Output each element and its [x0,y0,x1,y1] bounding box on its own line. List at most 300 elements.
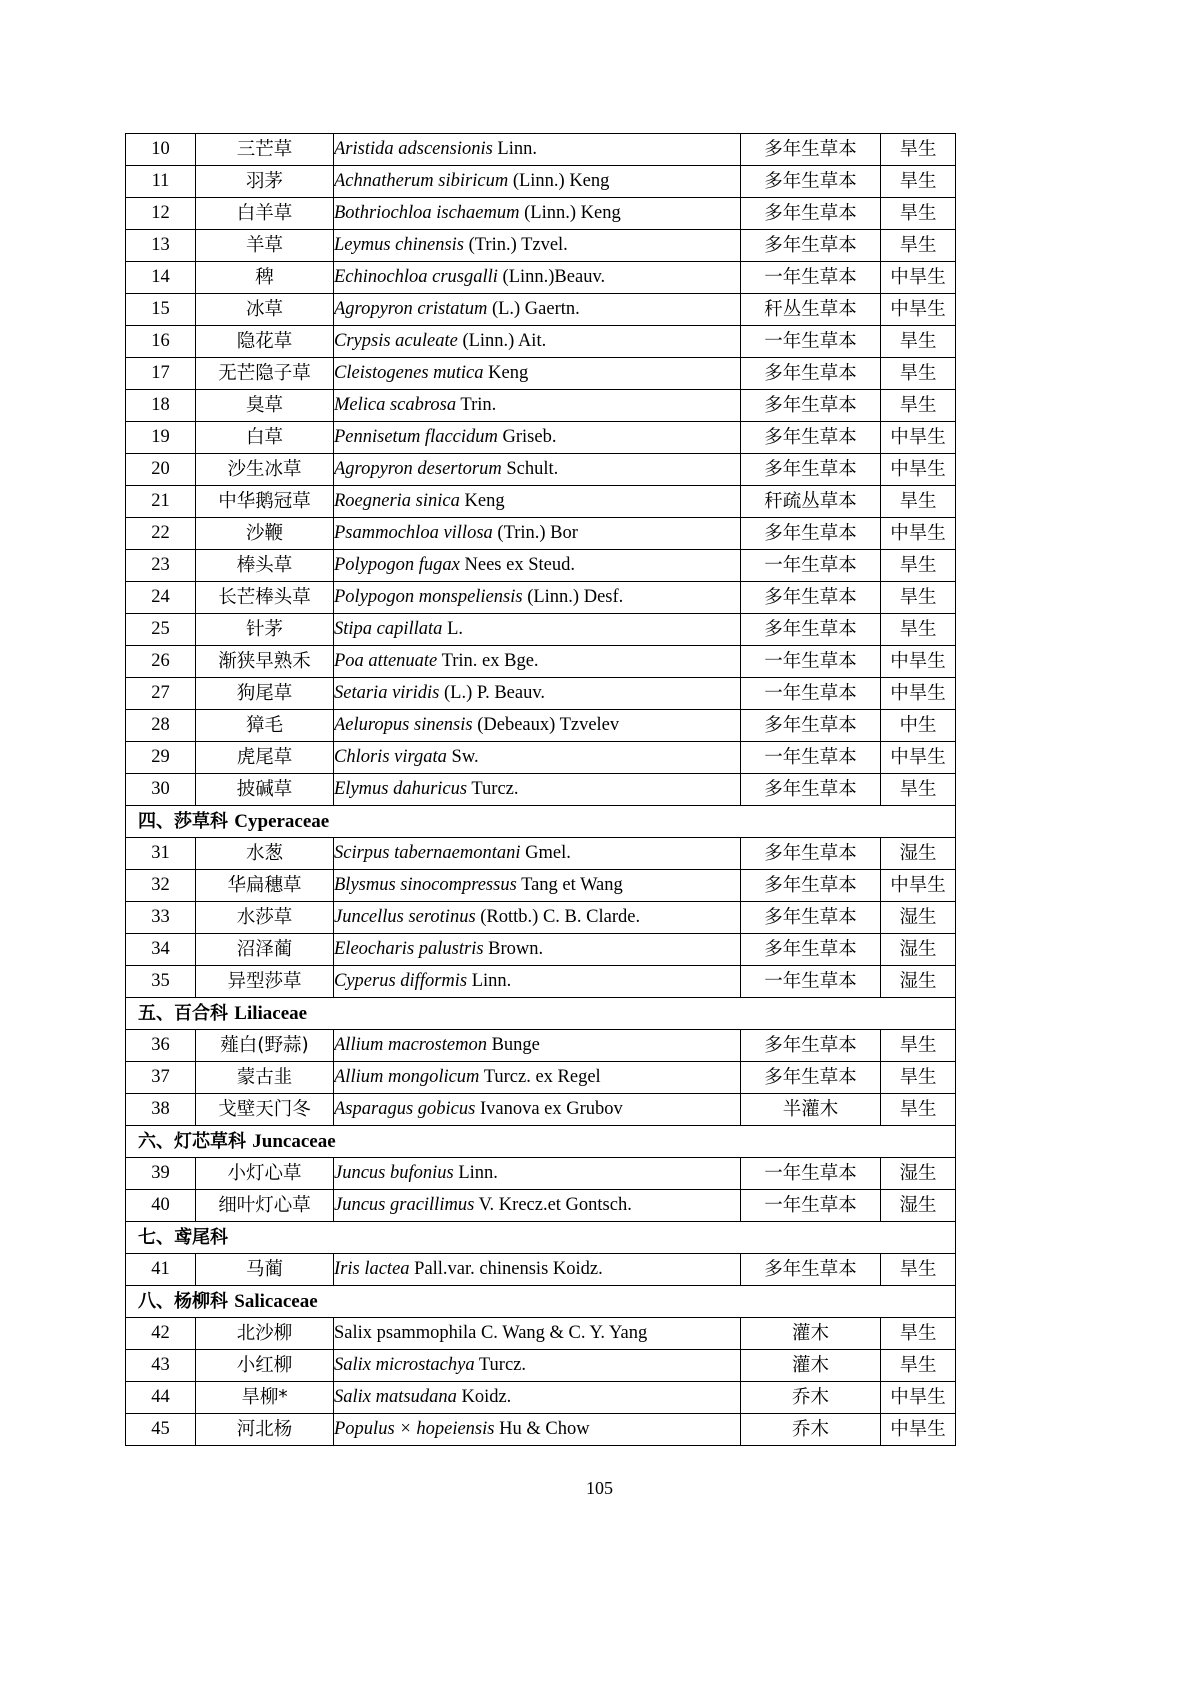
life-form: 一年生草本 [741,1158,881,1190]
table-row [126,1382,956,1414]
scientific-name-italic: Salix microstachya [334,1354,475,1375]
table-row [126,710,956,742]
life-form: 一年生草本 [741,550,881,582]
species-chinese-name: 华扁穗草 [196,870,334,902]
life-form: 一年生草本 [741,1190,881,1222]
species-chinese-name: 白羊草 [196,198,334,230]
scientific-name-italic: Elymus dahuricus [334,778,468,799]
scientific-name-italic: Blysmus sinocompressus [334,874,517,895]
scientific-name-author: Sw. [451,746,479,767]
species-scientific-name [334,230,741,262]
species-table-container [125,133,955,1446]
life-form: 多年生草本 [741,1254,881,1286]
row-number: 26 [126,646,196,678]
life-form: 一年生草本 [741,646,881,678]
scientific-name-author: (Trin.) Tzvel. [468,234,568,255]
species-chinese-name: 水葱 [196,838,334,870]
species-scientific-name [334,198,741,230]
scientific-name-italic: Aristida adscensionis [334,138,493,159]
life-form: 多年生草本 [741,838,881,870]
water-ecotype: 湿生 [881,1158,956,1190]
water-ecotype: 旱生 [881,166,956,198]
row-number: 31 [126,838,196,870]
scientific-name-author: Ivanova ex Grubov [479,1098,623,1119]
scientific-name-author: Bunge [491,1034,540,1055]
scientific-name-author: V. Krecz.et Gontsch. [478,1194,632,1215]
species-chinese-name: 马蔺 [196,1254,334,1286]
table-row [126,678,956,710]
species-table-body [126,134,956,1446]
water-ecotype: 旱生 [881,1030,956,1062]
scientific-name-italic: Allium mongolicum [334,1066,480,1087]
species-chinese-name: 白草 [196,422,334,454]
water-ecotype: 湿生 [881,966,956,998]
table-row [126,966,956,998]
water-ecotype: 中旱生 [881,1382,956,1414]
life-form: 多年生草本 [741,710,881,742]
scientific-name-author: Gmel. [525,842,571,863]
family-name-chinese: 八、杨柳科 [138,1290,228,1312]
page-number: 105 [586,1478,613,1498]
water-ecotype: 中旱生 [881,262,956,294]
row-number: 11 [126,166,196,198]
species-chinese-name: 三芒草 [196,134,334,166]
table-row [126,166,956,198]
scientific-name-italic: Bothriochloa ischaemum [334,202,520,223]
water-ecotype: 旱生 [881,326,956,358]
row-number: 18 [126,390,196,422]
row-number: 14 [126,262,196,294]
life-form: 乔木 [741,1382,881,1414]
row-number: 36 [126,1030,196,1062]
row-number: 25 [126,614,196,646]
species-chinese-name: 臭草 [196,390,334,422]
scientific-name-italic: Chloris virgata [334,746,447,767]
species-chinese-name: 水莎草 [196,902,334,934]
species-chinese-name: 沼泽蔺 [196,934,334,966]
species-scientific-name [334,710,741,742]
table-row [126,486,956,518]
water-ecotype: 中旱生 [881,646,956,678]
species-scientific-name [334,1062,741,1094]
scientific-name-italic: Leymus chinensis [334,234,464,255]
table-row [126,262,956,294]
water-ecotype: 旱生 [881,486,956,518]
life-form: 秆疏丛草本 [741,486,881,518]
table-row [126,934,956,966]
water-ecotype: 中旱生 [881,742,956,774]
table-row [126,870,956,902]
water-ecotype: 中旱生 [881,294,956,326]
family-heading-row [126,1286,956,1318]
scientific-name-author: L. [447,618,463,639]
row-number: 33 [126,902,196,934]
row-number: 21 [126,486,196,518]
species-scientific-name [334,390,741,422]
row-number: 16 [126,326,196,358]
life-form: 多年生草本 [741,358,881,390]
water-ecotype: 旱生 [881,198,956,230]
species-scientific-name [334,518,741,550]
life-form: 多年生草本 [741,166,881,198]
life-form: 多年生草本 [741,934,881,966]
family-heading-cell [126,806,956,838]
table-row [126,390,956,422]
species-chinese-name: 獐毛 [196,710,334,742]
row-number: 35 [126,966,196,998]
species-scientific-name [334,166,741,198]
scientific-name-italic: Polypogon fugax [334,554,460,575]
row-number: 39 [126,1158,196,1190]
species-scientific-name [334,134,741,166]
scientific-name-author: (Linn.) Desf. [527,586,624,607]
scientific-name-italic: Melica scabrosa [334,394,457,415]
species-scientific-name [334,678,741,710]
species-chinese-name: 薤白(野蒜) [196,1030,334,1062]
scientific-name-italic: Juncus gracillimus [334,1194,475,1215]
species-chinese-name: 披碱草 [196,774,334,806]
water-ecotype: 旱生 [881,550,956,582]
life-form: 多年生草本 [741,422,881,454]
species-scientific-name [334,838,741,870]
table-row [126,134,956,166]
family-name-latin: Liliaceae [234,1002,308,1024]
row-number: 34 [126,934,196,966]
species-scientific-name [334,1254,741,1286]
scientific-name-author: Hu & Chow [499,1418,590,1439]
scientific-name-author: Linn. [497,138,537,159]
species-chinese-name: 长芒棒头草 [196,582,334,614]
table-row [126,1030,956,1062]
species-scientific-name [334,774,741,806]
table-row [126,550,956,582]
species-chinese-name: 虎尾草 [196,742,334,774]
scientific-name-author: Tang et Wang [521,874,623,895]
table-row [126,1414,956,1446]
scientific-name-author: Trin. [460,394,497,415]
species-scientific-name [334,1190,741,1222]
water-ecotype: 旱生 [881,1318,956,1350]
water-ecotype: 中旱生 [881,678,956,710]
row-number: 15 [126,294,196,326]
family-heading-cell [126,1222,956,1254]
species-chinese-name: 沙生冰草 [196,454,334,486]
table-row [126,1062,956,1094]
family-heading-row [126,1222,956,1254]
row-number: 12 [126,198,196,230]
family-name-latin: Cyperaceae [234,810,330,832]
water-ecotype: 旱生 [881,614,956,646]
family-name-chinese: 五、百合科 [138,1002,228,1024]
species-chinese-name: 隐花草 [196,326,334,358]
scientific-name-author: (Linn.) Keng [512,170,610,191]
row-number: 28 [126,710,196,742]
scientific-name-italic: Crypsis aculeate [334,330,458,351]
scientific-name-italic: Stipa capillata [334,618,443,639]
water-ecotype: 中旱生 [881,422,956,454]
table-row [126,646,956,678]
species-scientific-name [334,1414,741,1446]
species-scientific-name [334,646,741,678]
scientific-name-italic: Agropyron cristatum [334,298,488,319]
water-ecotype: 旱生 [881,134,956,166]
scientific-name-italic: Psammochloa villosa [334,522,493,543]
scientific-name-italic: Asparagus gobicus [334,1098,476,1119]
scientific-name-italic: Eleocharis palustris [334,938,484,959]
scientific-name-italic: Pennisetum flaccidum [334,426,498,447]
species-scientific-name [334,262,741,294]
water-ecotype: 中旱生 [881,518,956,550]
family-name-latin: Juncaceae [252,1130,336,1152]
water-ecotype: 中旱生 [881,1414,956,1446]
scientific-name-author: Schult. [506,458,559,479]
life-form: 灌木 [741,1350,881,1382]
species-chinese-name: 冰草 [196,294,334,326]
scientific-name-italic: Scirpus tabernaemontani [334,842,521,863]
scientific-name-author: Salix psammophila C. Wang & C. Y. Yang [334,1322,648,1343]
scientific-name-italic: Salix matsudana [334,1386,457,1407]
life-form: 一年生草本 [741,326,881,358]
row-number: 23 [126,550,196,582]
life-form: 一年生草本 [741,262,881,294]
life-form: 多年生草本 [741,454,881,486]
species-chinese-name: 北沙柳 [196,1318,334,1350]
species-scientific-name [334,1158,741,1190]
row-number: 24 [126,582,196,614]
species-chinese-name: 戈壁天门冬 [196,1094,334,1126]
scientific-name-author: (Linn.)Beauv. [502,266,606,287]
species-scientific-name [334,1382,741,1414]
species-scientific-name [334,742,741,774]
water-ecotype: 湿生 [881,902,956,934]
table-row [126,294,956,326]
species-scientific-name [334,614,741,646]
row-number: 20 [126,454,196,486]
row-number: 41 [126,1254,196,1286]
scientific-name-italic: Allium macrostemon [334,1034,487,1055]
scientific-name-italic: Aeluropus sinensis [334,714,473,735]
species-chinese-name: 旱柳* [196,1382,334,1414]
species-scientific-name [334,358,741,390]
life-form: 乔木 [741,1414,881,1446]
table-row [126,582,956,614]
scientific-name-italic: Juncus bufonius [334,1162,454,1183]
species-chinese-name: 羽茅 [196,166,334,198]
species-scientific-name [334,550,741,582]
scientific-name-italic: Roegneria sinica [334,490,460,511]
row-number: 30 [126,774,196,806]
table-row [126,838,956,870]
row-number: 38 [126,1094,196,1126]
scientific-name-italic: Cyperus difformis [334,970,468,991]
scientific-name-italic: Agropyron desertorum [334,458,502,479]
family-heading-cell [126,1286,956,1318]
scientific-name-italic: Poa attenuate [334,650,438,671]
species-chinese-name: 蒙古韭 [196,1062,334,1094]
life-form: 一年生草本 [741,678,881,710]
species-scientific-name [334,1318,741,1350]
species-chinese-name: 沙鞭 [196,518,334,550]
row-number: 32 [126,870,196,902]
water-ecotype: 湿生 [881,838,956,870]
life-form: 多年生草本 [741,614,881,646]
row-number: 42 [126,1318,196,1350]
scientific-name-author: Griseb. [502,426,557,447]
scientific-name-author: (Debeaux) Tzvelev [477,714,620,735]
table-row [126,1158,956,1190]
species-chinese-name: 无芒隐子草 [196,358,334,390]
species-chinese-name: 小灯心草 [196,1158,334,1190]
life-form: 一年生草本 [741,966,881,998]
table-row [126,198,956,230]
scientific-name-italic: Iris lactea [334,1258,410,1279]
species-chinese-name: 羊草 [196,230,334,262]
water-ecotype: 旱生 [881,358,956,390]
scientific-name-author: Linn. [471,970,512,991]
species-scientific-name [334,326,741,358]
scientific-name-author: Nees ex Steud. [464,554,575,575]
life-form: 多年生草本 [741,1030,881,1062]
life-form: 多年生草本 [741,198,881,230]
water-ecotype: 中旱生 [881,870,956,902]
table-row [126,1190,956,1222]
species-chinese-name: 渐狭早熟禾 [196,646,334,678]
scientific-name-italic: Polypogon monspeliensis [334,586,523,607]
life-form: 半灌木 [741,1094,881,1126]
species-scientific-name [334,1030,741,1062]
water-ecotype: 旱生 [881,774,956,806]
scientific-name-author: Brown. [488,938,544,959]
table-row [126,1254,956,1286]
species-chinese-name: 稗 [196,262,334,294]
species-scientific-name [334,934,741,966]
species-scientific-name [334,870,741,902]
family-heading-cell [126,998,956,1030]
row-number: 17 [126,358,196,390]
scientific-name-author: Turcz. ex Regel [483,1066,601,1087]
life-form: 多年生草本 [741,134,881,166]
scientific-name-author: (L.) Gaertn. [491,298,580,319]
life-form: 多年生草本 [741,518,881,550]
table-row [126,230,956,262]
row-number: 40 [126,1190,196,1222]
species-scientific-name [334,486,741,518]
scientific-name-author: (Trin.) Bor [497,522,578,543]
water-ecotype: 旱生 [881,1094,956,1126]
water-ecotype: 中生 [881,710,956,742]
row-number: 37 [126,1062,196,1094]
water-ecotype: 湿生 [881,1190,956,1222]
scientific-name-author: Linn. [458,1162,498,1183]
water-ecotype: 湿生 [881,934,956,966]
scientific-name-italic: Echinochloa crusgalli [334,266,498,287]
scientific-name-author: Trin. ex Bge. [441,650,539,671]
table-row [126,1350,956,1382]
scientific-name-italic: Setaria viridis [334,682,440,703]
row-number: 19 [126,422,196,454]
species-chinese-name: 针茅 [196,614,334,646]
species-scientific-name [334,1094,741,1126]
table-row [126,326,956,358]
family-name-latin: Salicaceae [234,1290,318,1312]
water-ecotype: 中旱生 [881,454,956,486]
life-form: 多年生草本 [741,1062,881,1094]
species-chinese-name: 中华鹅冠草 [196,486,334,518]
water-ecotype: 旱生 [881,1254,956,1286]
water-ecotype: 旱生 [881,1062,956,1094]
table-row [126,358,956,390]
water-ecotype: 旱生 [881,390,956,422]
family-heading-cell [126,1126,956,1158]
life-form: 多年生草本 [741,582,881,614]
row-number: 45 [126,1414,196,1446]
family-heading-row [126,806,956,838]
species-scientific-name [334,454,741,486]
table-row [126,422,956,454]
family-heading-row [126,1126,956,1158]
scientific-name-author: Koidz. [461,1386,512,1407]
row-number: 44 [126,1382,196,1414]
scientific-name-author: Turcz. [478,1354,527,1375]
life-form: 多年生草本 [741,774,881,806]
table-row [126,454,956,486]
species-chinese-name: 细叶灯心草 [196,1190,334,1222]
family-name-chinese: 六、灯芯草科 [138,1130,246,1152]
table-row [126,774,956,806]
row-number: 22 [126,518,196,550]
species-scientific-name [334,902,741,934]
scientific-name-author: Keng [488,362,529,383]
life-form: 多年生草本 [741,870,881,902]
life-form: 多年生草本 [741,902,881,934]
water-ecotype: 旱生 [881,230,956,262]
species-table [125,133,956,1446]
scientific-name-italic: Populus × hopeiensis [334,1418,495,1439]
species-scientific-name [334,1350,741,1382]
species-scientific-name [334,582,741,614]
table-row [126,1318,956,1350]
species-chinese-name: 棒头草 [196,550,334,582]
life-form: 一年生草本 [741,742,881,774]
scientific-name-author: Turcz. [471,778,519,799]
scientific-name-author: (L.) P. Beauv. [443,682,546,703]
species-scientific-name [334,294,741,326]
table-row [126,518,956,550]
scientific-name-italic: Cleistogenes mutica [334,362,484,383]
table-row [126,742,956,774]
row-number: 27 [126,678,196,710]
species-scientific-name [334,422,741,454]
species-chinese-name: 小红柳 [196,1350,334,1382]
family-heading-row [126,998,956,1030]
row-number: 10 [126,134,196,166]
scientific-name-author: (Linn.) Ait. [462,330,547,351]
water-ecotype: 旱生 [881,1350,956,1382]
family-name-chinese: 七、鸢尾科 [138,1226,228,1248]
species-chinese-name: 狗尾草 [196,678,334,710]
row-number: 13 [126,230,196,262]
species-scientific-name [334,966,741,998]
table-row [126,614,956,646]
scientific-name-author: (Rottb.) C. B. Clarde. [480,906,641,927]
scientific-name-author: Pall.var. chinensis Koidz. [414,1258,603,1279]
family-name-chinese: 四、莎草科 [138,810,228,832]
species-chinese-name: 异型莎草 [196,966,334,998]
life-form: 多年生草本 [741,230,881,262]
row-number: 43 [126,1350,196,1382]
scientific-name-author: Keng [464,490,505,511]
row-number: 29 [126,742,196,774]
